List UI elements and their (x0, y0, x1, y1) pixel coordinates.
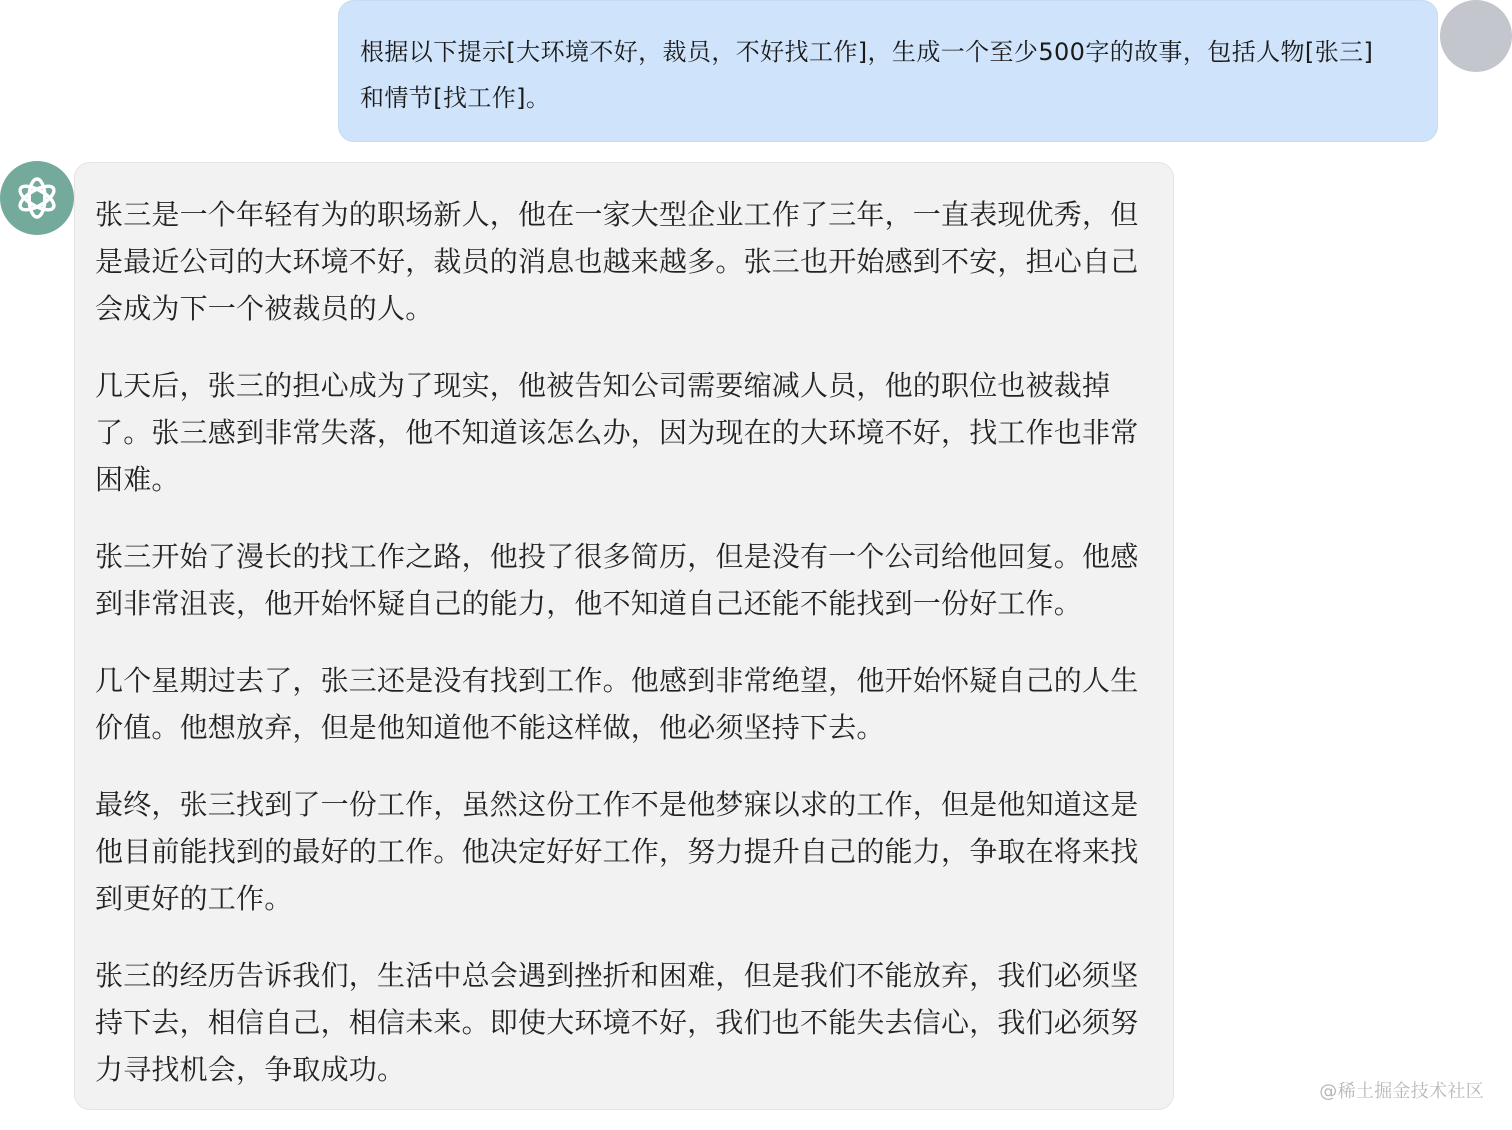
assistant-paragraph: 几个星期过去了，张三还是没有找到工作。他感到非常绝望，他开始怀疑自己的人生价值。他想放弃，但是他知道他不能这样做，他必须坚持下去。 (95, 664, 1139, 744)
user-message-text: 根据以下提示[大环境不好，裁员，不好找工作]，生成一个至少500字的故事，包括人物[张三]和情节[找工作]。 (360, 38, 1374, 112)
assistant-message-bubble (74, 162, 1174, 1110)
assistant-paragraph: 张三的经历告诉我们，生活中总会遇到挫折和困难，但是我们不能放弃，我们必须坚持下去，相信自己，相信未来。即使大环境不好，我们也不能失去信心，我们必须努力寻找机会，争取成功。 (95, 959, 1139, 1086)
assistant-paragraph: 张三是一个年轻有为的职场新人，他在一家大型企业工作了三年，一直表现优秀，但是最近公司的大环境不好，裁员的消息也越来越多。张三也开始感到不安，担心自己会成为下一个被裁员的人。 (95, 198, 1139, 325)
openai-logo-icon (0, 161, 74, 235)
user-message-bubble (338, 0, 1438, 142)
openai-logo-icon-graphic (0, 161, 74, 235)
assistant-paragraph: 最终，张三找到了一份工作，虽然这份工作不是他梦寐以求的工作，但是他知道这是他目前能找到的最好的工作。他决定好好工作，努力提升自己的能力，争取在将来找到更好的工作。 (95, 788, 1139, 915)
assistant-paragraph: 几天后，张三的担心成为了现实，他被告知公司需要缩减人员，他的职位也被裁掉了。张三感到非常失落，他不知道该怎么办，因为现在的大环境不好，找工作也非常困难。 (95, 369, 1139, 496)
watermark: @稀土掘金技术社区 (1319, 1081, 1484, 1102)
user-avatar[interactable] (1440, 0, 1512, 72)
assistant-paragraph: 张三开始了漫长的找工作之路，他投了很多简历，但是没有一个公司给他回复。他感到非常沮丧，他开始怀疑自己的能力，他不知道自己还能不能找到一份好工作。 (95, 540, 1139, 620)
